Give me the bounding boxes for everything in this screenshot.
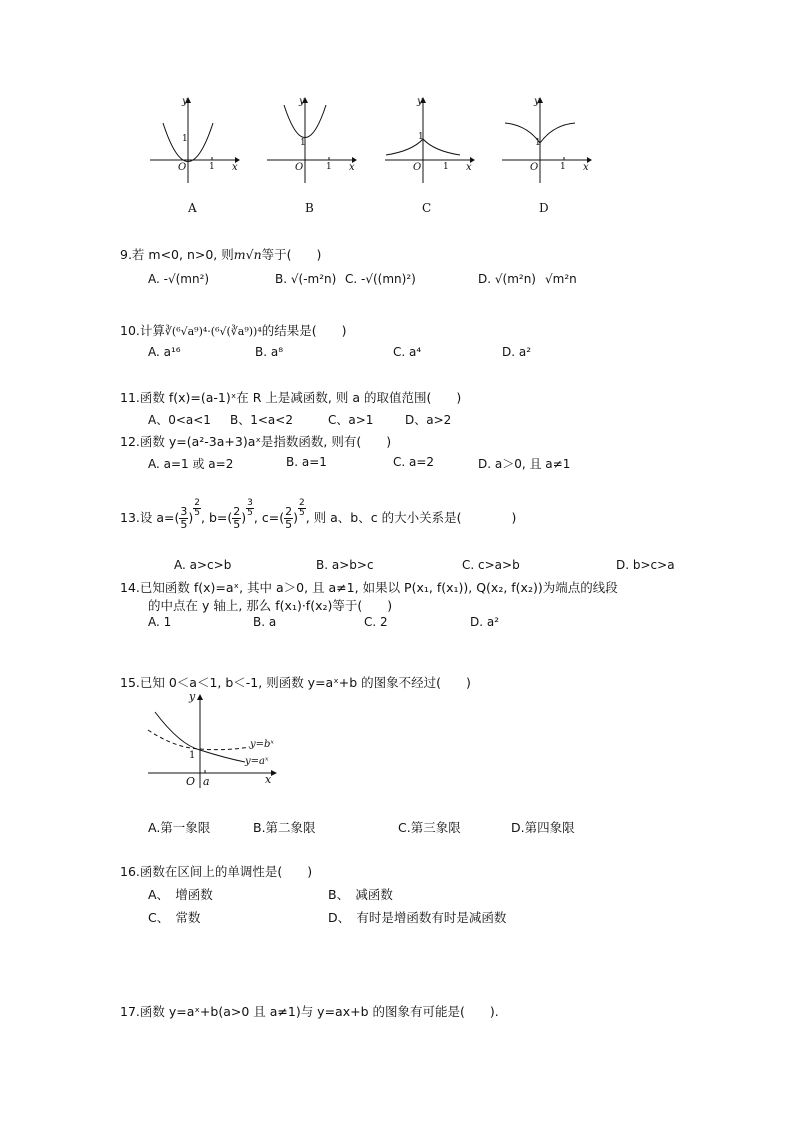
q14-option-b: B. a — [253, 615, 277, 629]
graph-b-tick: 1 — [326, 162, 332, 172]
q15-option-c: C.第三象限 — [398, 820, 461, 835]
q12-option-d: D. a＞0, 且 a≠1 — [478, 457, 571, 471]
graph-d — [497, 95, 592, 185]
q15-curve-a: y=aˣ — [245, 756, 269, 767]
q14-option-a: A. 1 — [148, 615, 172, 629]
q13-option-a: A. a>c>b — [174, 558, 232, 572]
q14-option-c: C. 2 — [364, 615, 388, 629]
q14-line2: 的中点在 y 轴上, 那么 f(x₁)·f(x₂)等于( ) — [148, 598, 393, 613]
q9-option-d: D. √(m²n) — [478, 272, 536, 286]
q10-stem: 10.计算∛(⁶√a⁹)⁴·(⁶√(∛a⁹))⁴的结果是( ) — [120, 323, 347, 338]
q13-option-b: B. a>b>c — [316, 558, 374, 572]
graph-a-origin: O — [178, 162, 187, 173]
graph-c-y-label: y — [417, 96, 423, 107]
graph-a — [145, 95, 240, 185]
q16-option-b: B、 减函数 — [328, 887, 393, 902]
q9-option-b: B. √(-m²n) — [275, 272, 337, 286]
q9-option-c: C. -√((mn)²) — [345, 272, 416, 286]
graph-d-tick: 1 — [560, 162, 566, 172]
q15-one: 1 — [189, 750, 196, 761]
q9-option-a: A. -√(mn²) — [148, 272, 210, 286]
q11-option-b: B、1<a<2 — [230, 413, 293, 427]
q15-origin: O — [186, 775, 196, 788]
graph-b-ytick: 1 — [300, 138, 306, 148]
graph-c-tick: 1 — [443, 162, 449, 172]
q15-option-b: B.第二象限 — [253, 820, 316, 835]
graph-c-ytick: 1 — [418, 132, 424, 142]
q13-option-d: D. b>c>a — [616, 558, 675, 572]
graph-b — [262, 95, 357, 185]
graph-a-ytick: 1 — [182, 134, 188, 144]
q15-curve-b: y=bˣ — [250, 739, 274, 750]
q15-x-label: x — [265, 773, 272, 786]
graph-c-x-label: x — [466, 162, 472, 173]
q11-option-a: A、0<a<1 — [148, 413, 211, 427]
q12-option-c: C. a=2 — [393, 455, 435, 469]
graph-a-label: A — [188, 201, 197, 215]
graph-d-label: D — [539, 201, 549, 215]
q17-stem: 17.函数 y=aˣ+b(a>0 且 a≠1)与 y=ax+b 的图象有可能是( ). — [120, 1004, 499, 1019]
q15-a: a — [203, 775, 210, 788]
q12-option-b: B. a=1 — [286, 455, 327, 469]
q14-line1: 14.已知函数 f(x)=aˣ, 其中 a＞0, 且 a≠1, 如果以 P(x₁, f(x₁)), Q(x₂, f(x₂))为端点的线段 — [120, 580, 618, 595]
q15-y-label: y — [189, 690, 196, 703]
q13-option-c: C. c>a>b — [462, 558, 520, 572]
q16-option-d: D、 有时是增函数有时是减函数 — [328, 910, 507, 925]
q10-option-c: C. a⁴ — [393, 345, 422, 359]
graph-b-origin: O — [295, 162, 304, 173]
q9-option-d-extra: √m²n — [545, 272, 577, 286]
q15-stem: 15.已知 0＜a＜1, b＜-1, 则函数 y=aˣ+b 的图象不经过( ) — [120, 675, 471, 690]
q10-option-d: D. a² — [502, 345, 532, 359]
graph-a-y-label: y — [182, 96, 188, 107]
q16-stem: 16.函数在区间上的单调性是( ) — [120, 864, 313, 879]
q11-stem: 11.函数 f(x)=(a-1)ˣ在 R 上是减函数, 则 a 的取值范围( ) — [120, 390, 462, 405]
graph-d-x-label: x — [583, 162, 589, 173]
q14-option-d: D. a² — [470, 615, 500, 629]
q11-option-d: D、a>2 — [405, 413, 452, 427]
graph-c — [380, 95, 475, 185]
q15-option-a: A.第一象限 — [148, 820, 211, 835]
q11-option-c: C、a>1 — [328, 413, 374, 427]
q10-option-b: B. a⁸ — [255, 345, 284, 359]
graph-c-label: C — [422, 201, 432, 215]
q13-stem: 13.设 a=( $\frac{3}{5}$ ) $^{\frac{2}{5}}$ , b=( $\frac{2}{5}$ ) $^{\frac{3}{5}}$ , c=( $\frac{2}{5}$ ) $^{\frac{2}{5}}$ , 则 a、b、c 的大小关系是( ) — [120, 498, 517, 532]
graph-b-label: B — [305, 201, 314, 215]
q16-option-c: C、 常数 — [148, 910, 201, 925]
graph-a-tick: 1 — [209, 162, 215, 172]
q12-option-a: A. a=1 或 a=2 — [148, 457, 234, 471]
graph-c-origin: O — [413, 162, 422, 173]
graph-a-x-label: x — [232, 162, 238, 173]
q10-option-a: A. a¹⁶ — [148, 345, 181, 359]
q9-stem: 9.若 m<0, n>0, 则m√n等于( ) — [120, 247, 322, 262]
graph-d-ytick: 1 — [535, 138, 541, 148]
q12-stem: 12.函数 y=(a²-3a+3)aˣ是指数函数, 则有( ) — [120, 434, 392, 449]
graph-d-y-label: y — [534, 96, 540, 107]
graph-b-x-label: x — [349, 162, 355, 173]
q16-option-a: A、 增函数 — [148, 887, 213, 902]
graph-d-origin: O — [530, 162, 539, 173]
graph-b-y-label: y — [299, 96, 305, 107]
q15-option-d: D.第四象限 — [511, 820, 575, 835]
